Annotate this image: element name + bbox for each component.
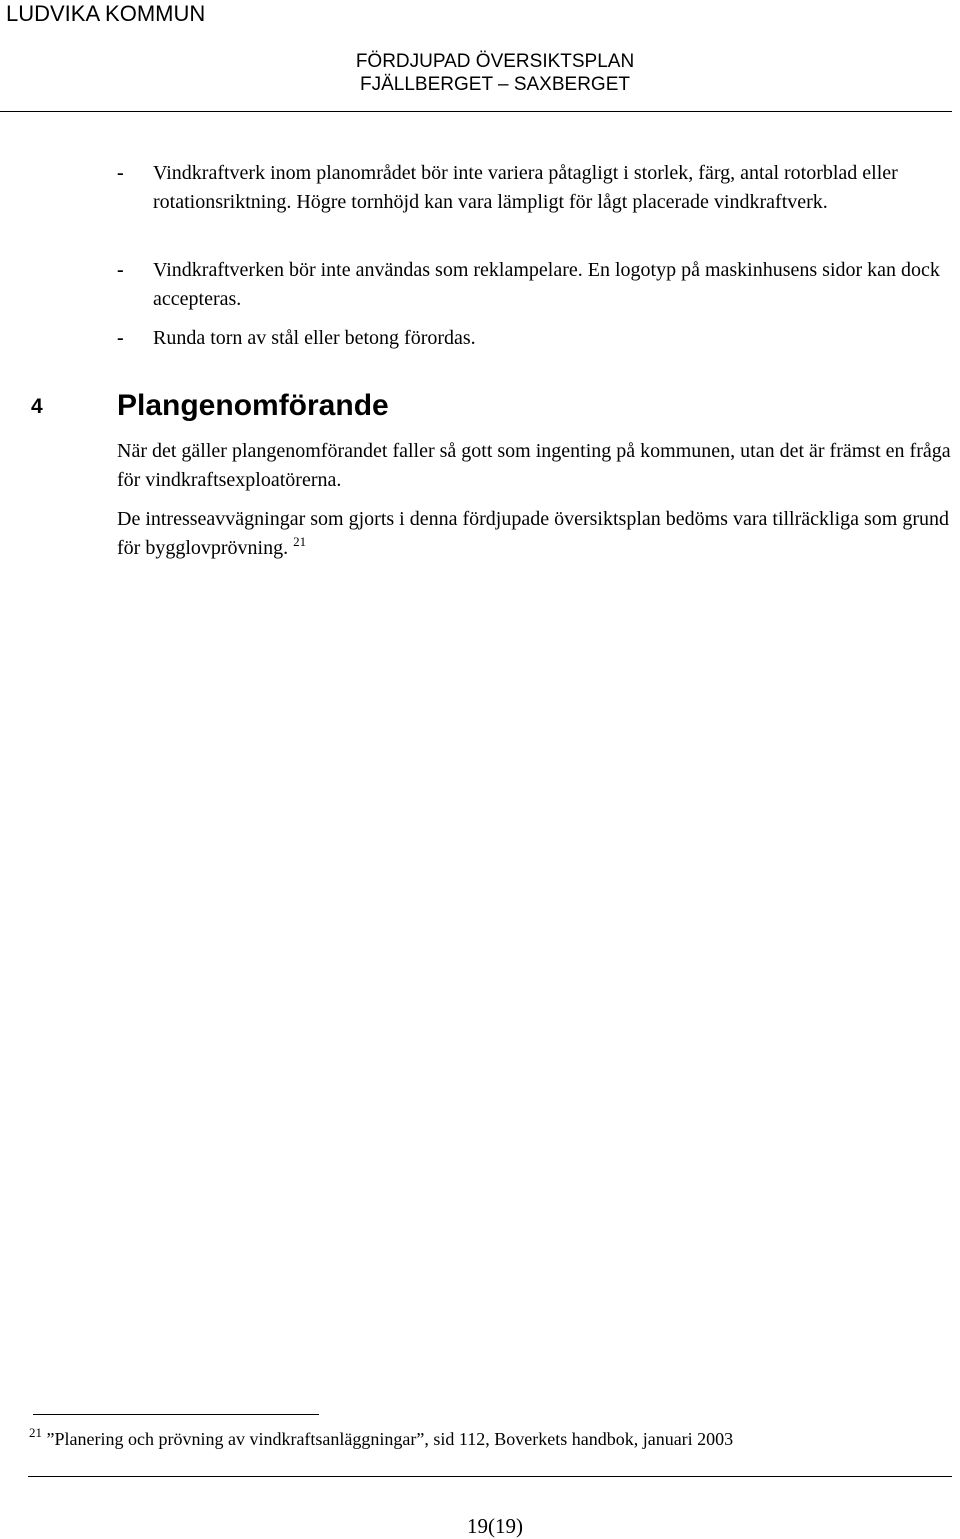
bullet-dash: - — [117, 327, 124, 349]
header-area: FJÄLLBERGET – SAXBERGET — [360, 74, 630, 95]
list-item — [117, 256, 960, 314]
footnote-divider — [33, 1414, 319, 1415]
section-title: Plangenomförande — [117, 389, 389, 422]
bullet-dash: - — [117, 162, 124, 184]
paragraph-text: När det gäller plangenomförandet faller så gott som ingenting på kommunen, utan det är främst en fråga för vindkraftsexploatörerna. — [117, 440, 951, 491]
list-item-text: Vindkraftverk inom planområdet bör inte variera påtagligt i storlek, färg, antal rotorblad eller rotationsriktning. Högre tornhöjd kan vara lämpligt för lågt placerade vindkraftverk. — [153, 162, 898, 213]
footnote — [29, 1426, 733, 1452]
list-item-text: Runda torn av stål eller betong förordas. — [153, 327, 476, 349]
list-item — [117, 159, 947, 217]
header-divider — [0, 111, 952, 112]
header-organization: LUDVIKA KOMMUN — [6, 1, 206, 26]
page-number: 19(19) — [467, 1514, 523, 1538]
paragraph-text: De intresseavvägningar som gjorts i denna fördjupade översiktsplan bedöms vara tillräckliga som grund för bygglovprövning. — [117, 508, 950, 559]
list-item — [117, 324, 960, 353]
footnote-marker: 21 — [29, 1425, 42, 1440]
list-item-text: Vindkraftverken bör inte användas som reklampelare. En logotyp på maskinhusens sidor kan dock accepteras. — [153, 259, 940, 310]
paragraph — [117, 505, 957, 563]
footnote-reference[interactable]: 21 — [293, 534, 307, 549]
bullet-dash: - — [117, 259, 124, 281]
footnote-text: ”Planering och prövning av vindkraftsanläggningar”, sid 112, Boverkets handbok, januari 2003 — [46, 1429, 734, 1449]
section-number: 4 — [31, 395, 43, 418]
paragraph — [117, 437, 957, 495]
footer-divider — [28, 1476, 952, 1477]
header-document-type: FÖRDJUPAD ÖVERSIKTSPLAN — [355, 51, 635, 72]
